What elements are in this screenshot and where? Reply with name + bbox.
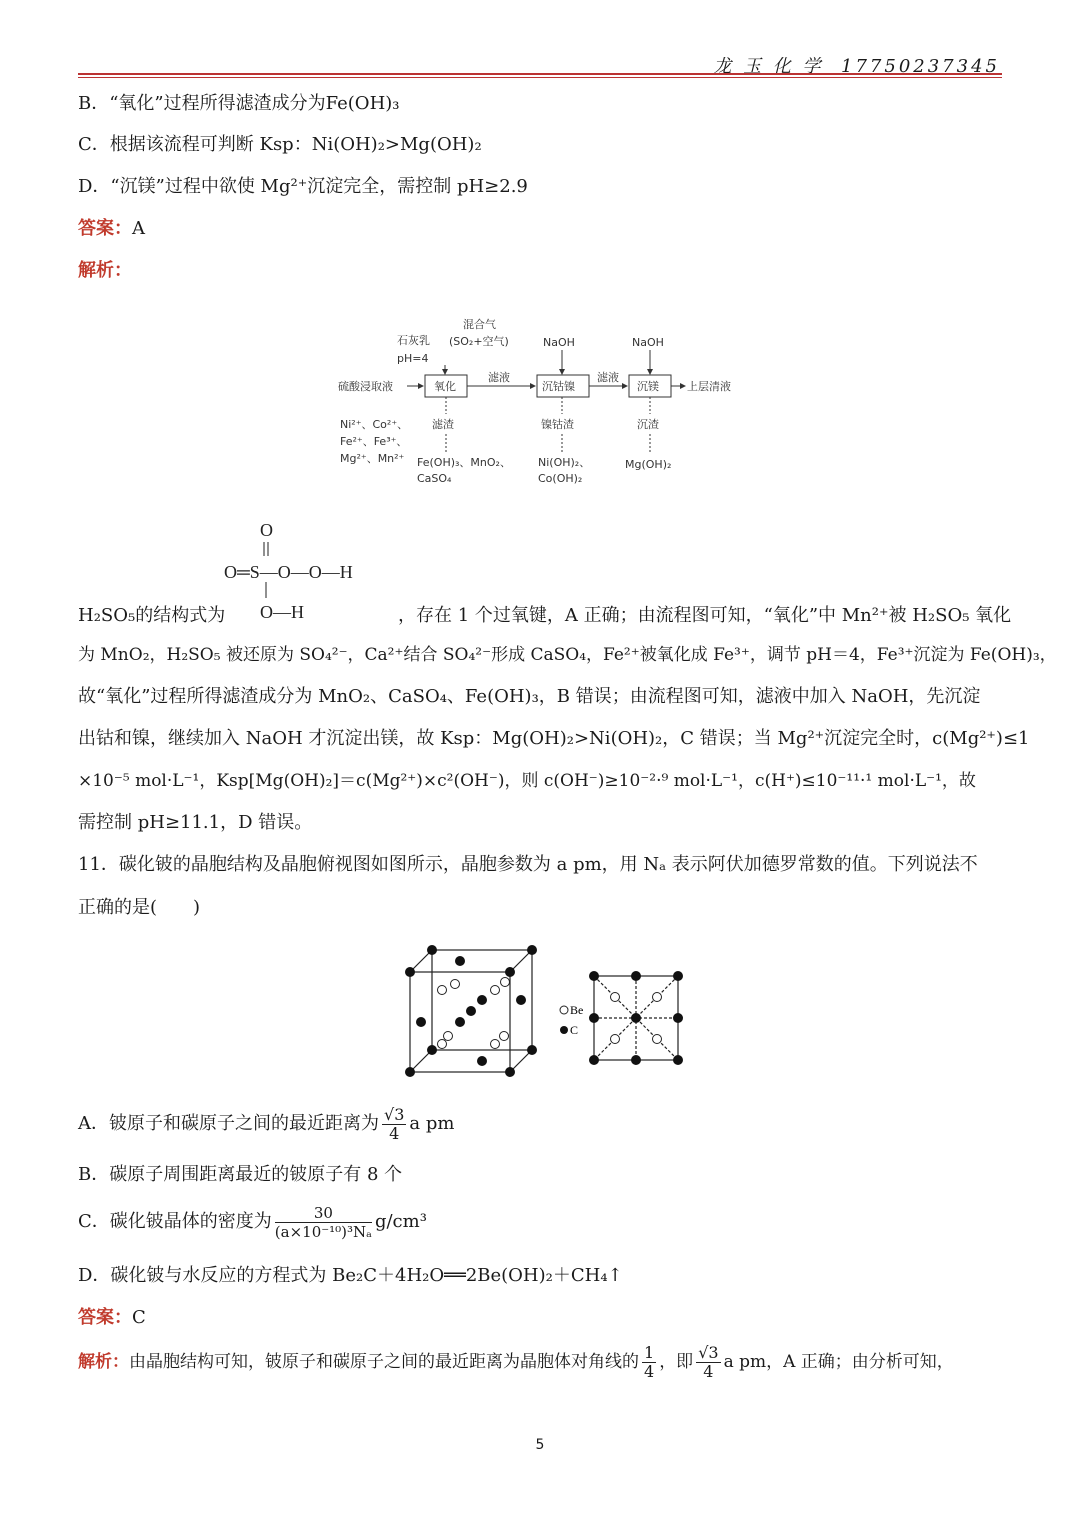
- analysis2-post: a pm，A 正确；由分析可知，: [723, 1352, 954, 1372]
- analysis2-mid: ，即: [659, 1352, 694, 1372]
- flow-product-2a: Ni(OH)₂、: [538, 456, 591, 469]
- flow-ions-3: Mg²⁺、Mn²⁺: [340, 452, 405, 465]
- flow-product-1b: CaSO₄: [417, 472, 452, 485]
- flow-product-3: Mg(OH)₂: [625, 458, 672, 471]
- flow-product-1a: Fe(OH)₃、MnO₂、: [417, 456, 511, 469]
- flow-naoh-2: NaOH: [632, 336, 664, 349]
- analysis1-line-2: 为 MnO₂，H₂SO₅ 被还原为 SO₄²⁻，Ca²⁺结合 SO₄²⁻形成 CaSO₄，Fe²⁺被氧化成 Fe³⁺，调节 pH＝4，Fe³⁺沉淀为 Fe(OH)₃，: [78, 645, 1057, 665]
- fraction-sqrt3-4: [382, 1106, 406, 1143]
- frac-num: 30: [275, 1204, 372, 1223]
- struct-o-top: O: [260, 520, 273, 540]
- struct-main: O═S—O—O—H: [224, 562, 353, 582]
- flow-reagent-lime: 石灰乳: [397, 334, 430, 347]
- flow-product-2b: Co(OH)₂: [538, 472, 583, 485]
- q11-stem-1: 11．碳化铍的晶胞结构及晶胞俯视图如图所示，晶胞参数为 a pm，用 Nₐ 表示阿伏加德罗常数的值。下列说法不: [78, 854, 978, 875]
- flow-ions-2: Fe²⁺、Fe³⁺、: [340, 435, 408, 448]
- frac-den: 4: [644, 1362, 655, 1381]
- answer-label: 答案：: [78, 1307, 132, 1328]
- legend-c: C: [570, 1023, 579, 1037]
- flow-box-oxidation: 氧化: [434, 380, 456, 393]
- option-b: B．“氧化”过程所得滤渣成分为Fe(OH)₃: [78, 93, 400, 114]
- flow-reagent-ph: pH=4: [397, 352, 429, 365]
- flow-ions-1: Ni²⁺、Co²⁺、: [340, 418, 409, 431]
- frac-num: 1: [644, 1343, 655, 1362]
- q11-option-c-unit: g/cm³: [374, 1211, 427, 1232]
- frac-den: 4: [389, 1123, 400, 1143]
- q11-option-c-text: C．碳化铍晶体的密度为: [78, 1211, 272, 1232]
- frac-den: (a×10⁻¹⁰)³Nₐ: [274, 1222, 372, 1241]
- q11-option-a: [78, 1104, 454, 1144]
- answer-label: 答案：: [78, 218, 132, 239]
- analysis1-line-6: 需控制 pH≥11.1，D 错误。: [78, 812, 313, 833]
- analysis1-line-3: 故“氧化”过程所得滤渣成分为 MnO₂、CaSO₄、Fe(OH)₃，B 错误；由流程图可知，滤液中加入 NaOH，先沉淀: [78, 686, 981, 707]
- analysis1-line-4: 出钴和镍，继续加入 NaOH 才沉淀出镁，故 Ksp：Mg(OH)₂>Ni(OH)₂，C 错误；当 Mg²⁺沉淀完全时，c(Mg²⁺)≤1: [78, 728, 1030, 749]
- flow-naoh-1: NaOH: [543, 336, 575, 349]
- header-rule-thin: [78, 77, 1002, 78]
- fraction-density: [275, 1204, 372, 1241]
- h2so5-structure: [222, 518, 392, 628]
- process-flowchart: [335, 318, 755, 493]
- answer-value: A: [132, 218, 145, 239]
- struct-bottom: O—H: [260, 602, 304, 622]
- option-d: D．“沉镁”过程中欲使 Mg²⁺沉淀完全，需控制 pH≥2.9: [78, 176, 528, 197]
- legend-be: Be: [570, 1003, 584, 1017]
- q11-option-b: B．碳原子周围距离最近的铍原子有 8 个: [78, 1164, 403, 1185]
- flow-residue-3: 沉渣: [637, 418, 659, 431]
- fraction-one-quarter: [642, 1344, 656, 1381]
- crystal-cell-figure: [400, 940, 700, 1085]
- flow-residue-1: 滤渣: [432, 418, 454, 431]
- flow-filtrate-2: 滤液: [597, 371, 619, 384]
- header-title: 龙 玉 化 学: [713, 56, 824, 77]
- flow-box-mg: 沉镁: [637, 380, 659, 393]
- answer-2: [78, 1306, 146, 1330]
- q11-option-a-unit: a pm: [409, 1113, 455, 1134]
- flow-reagent-gas: 混合气: [463, 318, 496, 331]
- flow-box-co-ni: 沉钴镍: [542, 380, 575, 393]
- analysis2-pre: 由晶胞结构可知，铍原子和碳原子之间的最近距离为晶胞体对角线的: [129, 1352, 639, 1372]
- answer-value: C: [132, 1307, 146, 1328]
- q11-option-a-text: A．铍原子和碳原子之间的最近距离为: [78, 1113, 379, 1134]
- q11-stem-2: 正确的是( ): [78, 897, 201, 918]
- frac-num: √3: [384, 1104, 405, 1124]
- q11-option-d: D．碳化铍与水反应的方程式为 Be₂C＋4H₂O══2Be(OH)₂＋CH₄↑: [78, 1265, 623, 1286]
- answer-1: [78, 217, 145, 241]
- flow-filtrate-1: 滤液: [488, 371, 510, 384]
- fraction-sqrt3-4: [696, 1344, 720, 1381]
- flow-end: 上层清液: [687, 380, 731, 393]
- option-c: C．根据该流程可判断 Ksp：Ni(OH)₂>Mg(OH)₂: [78, 134, 482, 155]
- header-rule: [78, 73, 1002, 75]
- analysis-label: 解析：: [78, 260, 132, 281]
- frac-num: √3: [698, 1343, 719, 1362]
- flow-start: 硫酸浸取液: [338, 380, 393, 393]
- header-phone: 17750237345: [841, 56, 1000, 77]
- analysis1-line-0: H₂SO₅的结构式为: [78, 605, 226, 626]
- analysis1-line-1: ，存在 1 个过氧键，A 正确；由流程图可知，“氧化”中 Mn²⁺被 H₂SO₅ 氧化: [398, 605, 1012, 626]
- flow-reagent-gas-detail: (SO₂+空气): [449, 335, 509, 348]
- page-number: 5: [535, 1437, 545, 1453]
- analysis1-line-5: ×10⁻⁵ mol·L⁻¹，Ksp[Mg(OH)₂]＝c(Mg²⁺)×c²(OH⁻)，则 c(OH⁻)≥10⁻²·⁹ mol·L⁻¹，c(H⁺)≤10⁻¹¹·¹ mol·L⁻¹，故: [78, 771, 976, 791]
- flow-residue-2: 镍钴渣: [541, 418, 574, 431]
- frac-den: 4: [703, 1362, 714, 1381]
- q11-option-c: [78, 1198, 427, 1246]
- analysis-2: [78, 1340, 954, 1384]
- analysis-label: 解析：: [78, 1352, 129, 1372]
